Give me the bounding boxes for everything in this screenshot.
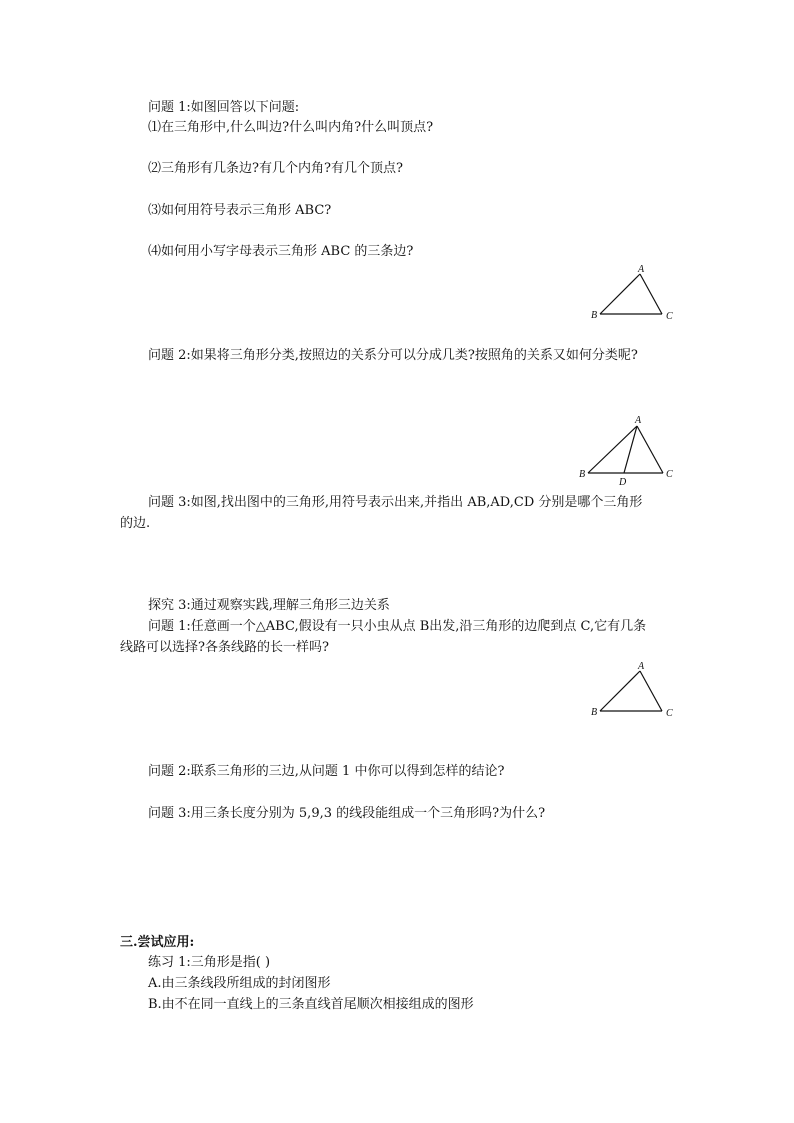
explore-3-title: 探究 3:通过观察实践,理解三角形三边关系 — [148, 598, 390, 613]
side-ab — [588, 426, 637, 473]
vertex-label-b: B — [591, 310, 598, 321]
option-b: B.由不在同一直线上的三条直线首尾顺次相接组成的图形 — [148, 997, 474, 1012]
vertex-label-a: A — [638, 661, 645, 672]
vertex-label-a: A — [635, 415, 642, 426]
question-2: 问题 2:如果将三角形分类,按照边的关系分可以分成几类?按照角的关系又如何分类呢? — [148, 348, 638, 363]
vertex-label-b: B — [579, 469, 586, 480]
explore-question-1-line-1: 问题 1:任意画一个△ABC,假设有一只小虫从点 B出发,沿三角形的边爬到点 C,它有几条 — [148, 619, 647, 634]
question-3-line-2: 的边. — [120, 516, 151, 531]
question-1-part-3: ⑶如何用符号表示三角形 ABC? — [148, 203, 332, 218]
question-1-title: 问题 1:如图回答以下问题: — [148, 100, 300, 115]
vertex-label-c: C — [666, 708, 673, 719]
side-ac — [637, 426, 663, 473]
triangle-figure-1 — [586, 262, 678, 324]
explore-question-3: 问题 3:用三条长度分别为 5,9,3 的线段能组成一个三角形吗?为什么? — [148, 806, 546, 821]
question-1-part-2: ⑵三角形有几条边?有几个内角?有几个顶点? — [148, 161, 403, 176]
section-heading-try-apply: 三.尝试应用: — [120, 935, 195, 950]
side-ac — [640, 274, 662, 314]
side-ab — [600, 274, 640, 314]
question-1-part-4: ⑷如何用小写字母表示三角形 ABC 的三条边? — [148, 244, 414, 259]
question-1-part-1: ⑴在三角形中,什么叫边?什么叫内角?什么叫顶点? — [148, 120, 434, 135]
triangle-figure-2 — [574, 412, 684, 488]
vertex-label-c: C — [666, 311, 673, 322]
vertex-label-c: C — [666, 469, 673, 480]
question-3-line-1: 问题 3:如图,找出图中的三角形,用符号表示出来,并指出 AB,AD,CD 分别是哪个三角形 — [148, 495, 643, 510]
side-ab — [600, 671, 640, 711]
side-ac — [640, 671, 662, 711]
vertex-label-a: A — [638, 264, 645, 275]
point-label-d: D — [619, 477, 627, 488]
explore-question-1-line-2: 线路可以选择?各条线路的长一样吗? — [120, 640, 329, 655]
explore-question-2: 问题 2:联系三角形的三边,从问题 1 中你可以得到怎样的结论? — [148, 764, 505, 779]
option-a: A.由三条线段所组成的封闭图形 — [148, 976, 331, 991]
exercise-1: 练习 1:三角形是指( ) — [148, 955, 271, 970]
vertex-label-b: B — [591, 707, 598, 718]
triangle-figure-3 — [586, 659, 678, 721]
